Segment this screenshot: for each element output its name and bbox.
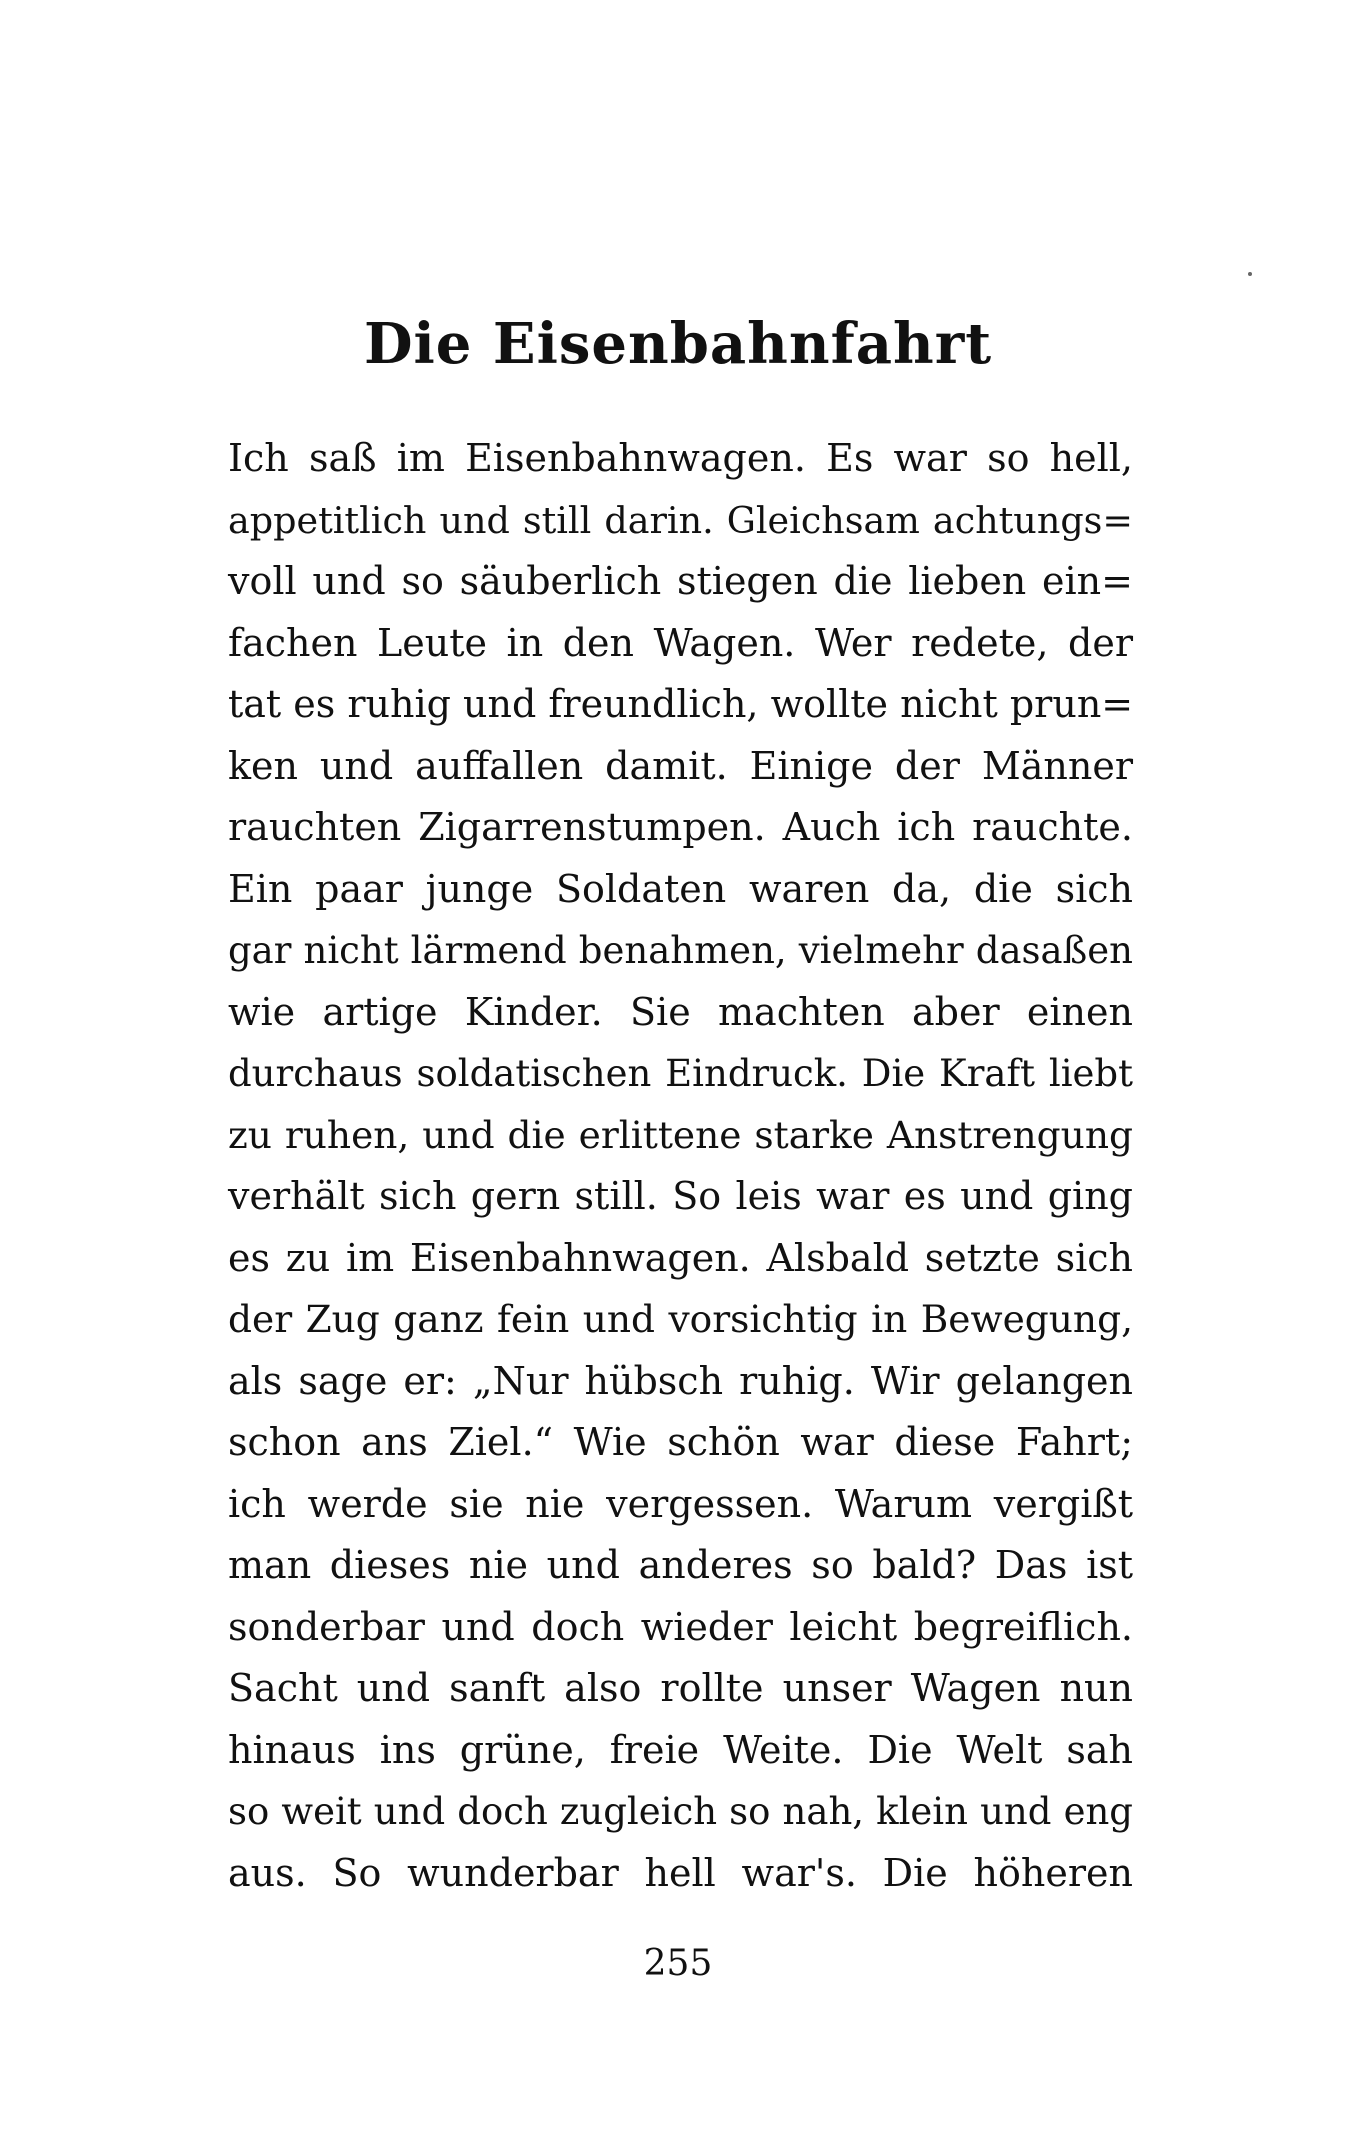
chapter-title: Die Eisenbahnfahrt bbox=[363, 311, 993, 377]
text-line: schon ans Ziel.“ Wie schön war diese Fahrt; bbox=[228, 1420, 1133, 1464]
text-line: aus. So wunderbar hell war's. Die höheren bbox=[228, 1850, 1133, 1895]
text-line: als sage er: „Nur hübsch ruhig. Wir gelangen bbox=[228, 1358, 1133, 1403]
text-line: fachen Leute in den Wagen. Wer redete, der bbox=[228, 620, 1133, 665]
text-line: ken und auffallen damit. Einige der Männer bbox=[228, 743, 1133, 788]
text-line: gar nicht lärmend benahmen, vielmehr dasaßen bbox=[228, 929, 1133, 972]
text-line: appetitlich und still darin. Gleichsam achtungs= bbox=[228, 498, 1133, 542]
text-line: tat es ruhig und freundlich, wollte nicht prun= bbox=[228, 682, 1134, 726]
text-line: der Zug ganz fein und vorsichtig in Bewegung, bbox=[228, 1297, 1133, 1341]
page-number: 255 bbox=[643, 1943, 713, 1984]
paper-speck bbox=[1248, 272, 1252, 276]
text-line: Ein paar junge Soldaten waren da, die sich bbox=[228, 866, 1133, 911]
text-line: ich werde sie nie vergessen. Warum vergißt bbox=[228, 1481, 1133, 1526]
text-line: es zu im Eisenbahnwagen. Alsbald setzte sich bbox=[228, 1235, 1133, 1280]
text-line: sonderbar und doch wieder leicht begreiflich. bbox=[228, 1604, 1133, 1649]
text-line: so weit und doch zugleich so nah, klein und eng bbox=[228, 1790, 1133, 1833]
text-line: man dieses nie und anderes so bald? Das ist bbox=[228, 1543, 1133, 1587]
text-line: wie artige Kinder. Sie machten aber einen bbox=[228, 989, 1133, 1034]
text-line: Ich saß im Eisenbahnwagen. Es war so hell, bbox=[228, 436, 1133, 480]
body-text bbox=[228, 428, 1133, 1904]
text-line: rauchten Zigarrenstumpen. Auch ich rauchte. bbox=[228, 805, 1133, 849]
text-line: verhält sich gern still. So leis war es und ging bbox=[228, 1174, 1133, 1218]
text-line: zu ruhen, und die erlittene starke Anstrengung bbox=[228, 1112, 1133, 1157]
text-line: voll und so säuberlich stiegen die lieben ein= bbox=[228, 559, 1133, 603]
text-line: Sacht und sanft also rollte unser Wagen nun bbox=[228, 1666, 1133, 1710]
text-line: hinaus ins grüne, freie Weite. Die Welt sah bbox=[228, 1727, 1133, 1772]
text-line: durchaus soldatischen Eindruck. Die Kraft liebt bbox=[228, 1052, 1133, 1095]
